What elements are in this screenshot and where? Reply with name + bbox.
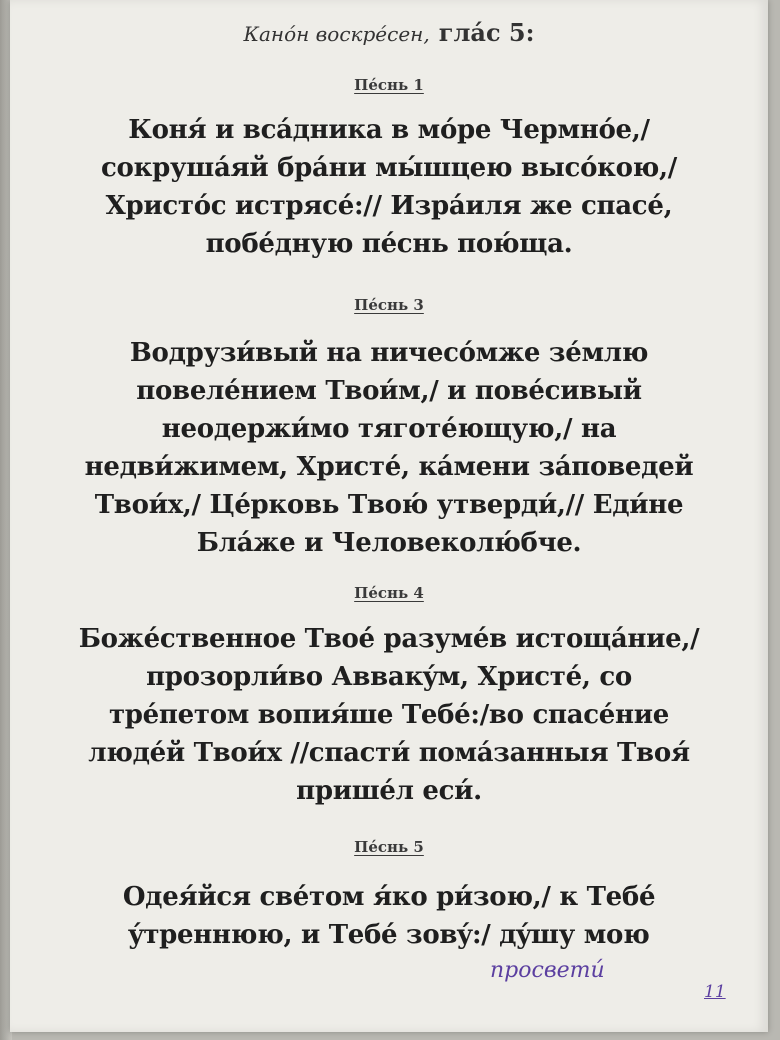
ode-4-line: людéй Твои́х //спасти́ пома́занныя Твоя́	[88, 738, 690, 768]
ode-1-line: Коня́ и вса́дника в мóре Чермнóе,/	[128, 115, 650, 145]
ode-1-title: Пéснь 1	[354, 76, 424, 94]
ode-1-line: сокруша́яй бра́ни мы́шцею высóкою,/	[101, 153, 677, 183]
ode-5-title: Пéснь 5	[354, 838, 424, 856]
handwritten-word: просвети́	[490, 958, 605, 983]
ode-4-title: Пéснь 4	[354, 584, 424, 602]
ode-4-line: прозорли́во Аввакýм, Христé, со	[146, 662, 632, 692]
ode-4-line: пришéл еси́.	[296, 776, 482, 806]
ode-3-line: Твои́х,/ Цéрковь Твою́ утверди́,// Еди́не	[94, 490, 684, 520]
document-header	[10, 18, 768, 47]
ode-1-text	[30, 111, 748, 263]
ode-5-text	[30, 878, 748, 954]
ode-3-title: Пéснь 3	[354, 296, 424, 314]
document-sheet	[10, 0, 768, 1032]
header-canon-title: Канóн воскрéсен,	[243, 22, 430, 46]
handwritten-page-number: 11	[704, 982, 726, 1002]
ode-5-line: ýтреннюю, и Тебé зовý:/ дýшу мою	[128, 920, 650, 950]
ode-4-text	[30, 620, 748, 810]
ode-4-line: Божéственное Твоé разумéв истоща́ние,/	[78, 624, 700, 654]
ode-1-line: Христóс истрясé:// Изра́иля же спасé,	[105, 191, 673, 221]
ode-3-line: Бла́же и Человеколю́бче.	[196, 528, 582, 558]
ode-3-line: недви́жимем, Христé, ка́мени за́поведей	[84, 452, 694, 482]
ode-5-line: Одея́йся свéтом я́ко ри́зою,/ к Тебé	[122, 882, 656, 912]
header-tone: глáс 5:	[438, 18, 535, 47]
ode-3-line: неодержи́мо тяготéющую,/ на	[161, 414, 617, 444]
ode-3-line: Водрузи́вый на ничесóмже зéмлю	[129, 338, 649, 368]
ode-1-line: побéдную пéснь пою́ща.	[205, 229, 573, 259]
ode-4-line: трéпетом вопия́ше Тебé:/во спасéние	[108, 700, 670, 730]
ode-3-text	[30, 334, 748, 562]
ode-3-line: повелéнием Твои́м,/ и повéсивый	[136, 376, 642, 406]
